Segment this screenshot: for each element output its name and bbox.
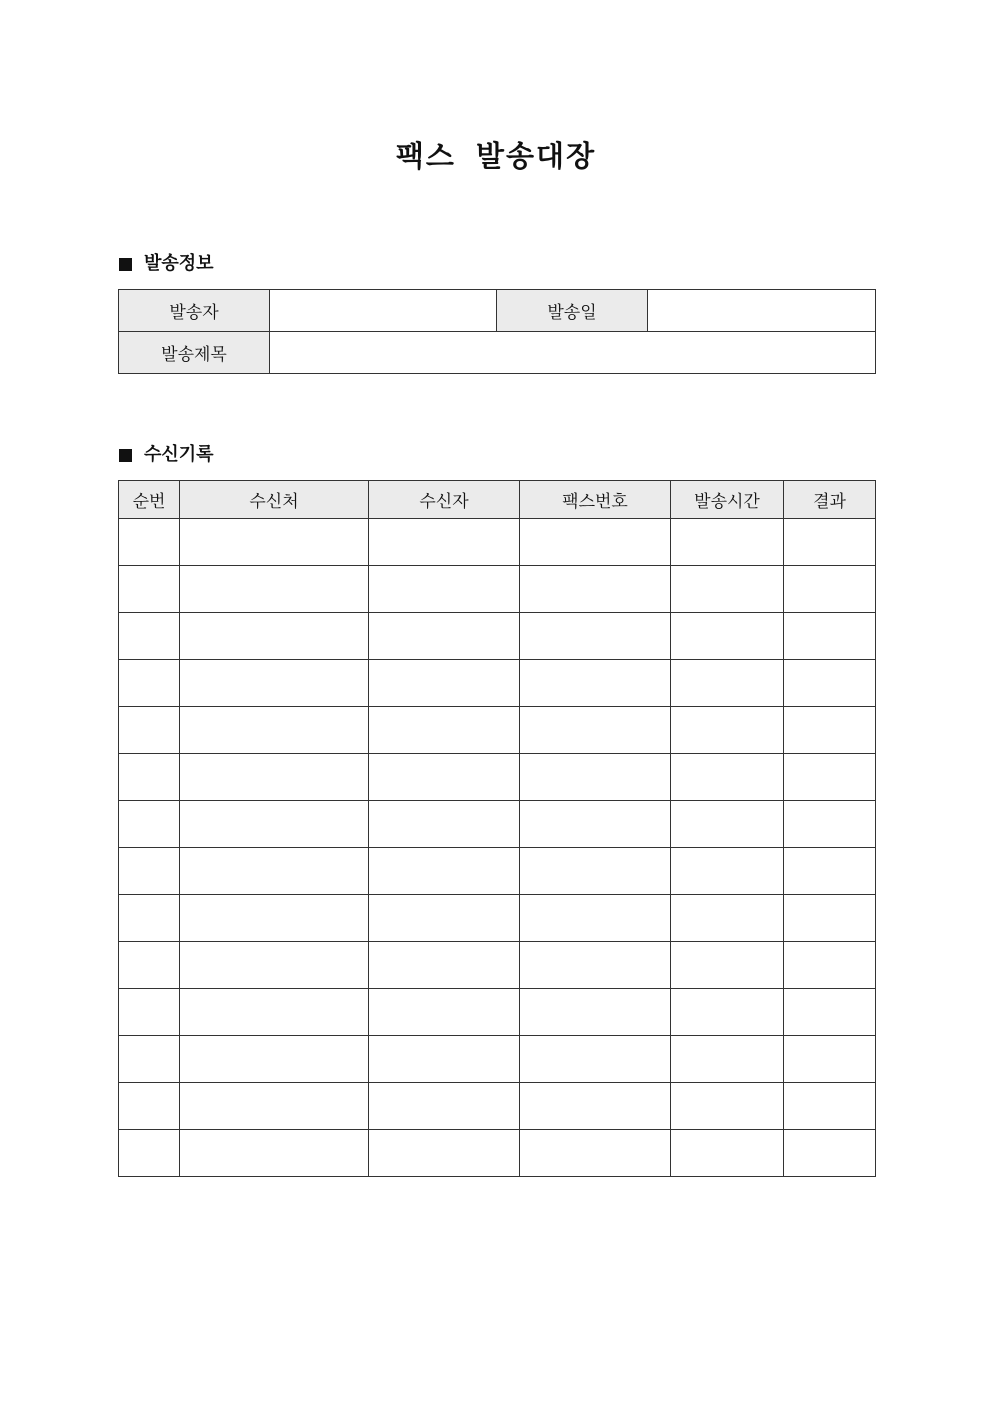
cell-recipient-org[interactable] — [180, 613, 369, 660]
cell-send-time[interactable] — [671, 942, 784, 989]
cell-recipient-name[interactable] — [369, 1036, 520, 1083]
cell-fax-number[interactable] — [520, 707, 671, 754]
cell-send-time[interactable] — [671, 801, 784, 848]
cell-send-time[interactable] — [671, 989, 784, 1036]
cell-recipient-name[interactable] — [369, 848, 520, 895]
cell-fax-number[interactable] — [520, 613, 671, 660]
section-heading-label: 발송정보 — [144, 253, 214, 274]
cell-recipient-org[interactable] — [180, 848, 369, 895]
column-header-number: 순번 — [119, 481, 180, 519]
cell-recipient-name[interactable] — [369, 660, 520, 707]
column-header-recipient-org: 수신처 — [180, 481, 369, 519]
cell-send-time[interactable] — [671, 1130, 784, 1177]
cell-recipient-org[interactable] — [180, 1083, 369, 1130]
table-row — [119, 942, 876, 989]
table-row — [119, 566, 876, 613]
square-bullet-icon — [119, 449, 132, 462]
cell-number[interactable] — [119, 754, 180, 801]
send-date-label: 발송일 — [497, 290, 648, 332]
cell-recipient-name[interactable] — [369, 1083, 520, 1130]
cell-result[interactable] — [784, 989, 876, 1036]
cell-send-time[interactable] — [671, 519, 784, 566]
cell-recipient-org[interactable] — [180, 895, 369, 942]
table-row — [119, 754, 876, 801]
cell-recipient-name[interactable] — [369, 895, 520, 942]
cell-recipient-org[interactable] — [180, 1130, 369, 1177]
cell-fax-number[interactable] — [520, 1130, 671, 1177]
cell-send-time[interactable] — [671, 895, 784, 942]
cell-recipient-org[interactable] — [180, 989, 369, 1036]
table-row — [119, 519, 876, 566]
cell-fax-number[interactable] — [520, 989, 671, 1036]
send-info-table — [118, 289, 876, 374]
sender-label: 발송자 — [119, 290, 270, 332]
cell-recipient-name[interactable] — [369, 989, 520, 1036]
cell-recipient-name[interactable] — [369, 519, 520, 566]
cell-result[interactable] — [784, 660, 876, 707]
column-header-fax-number: 팩스번호 — [520, 481, 671, 519]
cell-fax-number[interactable] — [520, 754, 671, 801]
cell-recipient-org[interactable] — [180, 1036, 369, 1083]
records-body — [119, 519, 876, 1177]
cell-result[interactable] — [784, 848, 876, 895]
cell-recipient-name[interactable] — [369, 566, 520, 613]
column-header-result: 결과 — [784, 481, 876, 519]
cell-number[interactable] — [119, 660, 180, 707]
cell-number[interactable] — [119, 519, 180, 566]
cell-fax-number[interactable] — [520, 519, 671, 566]
send-info-row — [119, 290, 876, 332]
cell-result[interactable] — [784, 895, 876, 942]
document-title: 팩스 발송대장 — [395, 139, 597, 173]
cell-number[interactable] — [119, 895, 180, 942]
cell-recipient-name[interactable] — [369, 1130, 520, 1177]
section-heading-send-info — [119, 252, 214, 276]
cell-fax-number[interactable] — [520, 942, 671, 989]
cell-number[interactable] — [119, 801, 180, 848]
cell-recipient-org[interactable] — [180, 707, 369, 754]
cell-send-time[interactable] — [671, 1036, 784, 1083]
cell-number[interactable] — [119, 1083, 180, 1130]
cell-result[interactable] — [784, 801, 876, 848]
cell-recipient-name[interactable] — [369, 613, 520, 660]
cell-recipient-org[interactable] — [180, 566, 369, 613]
table-row — [119, 1130, 876, 1177]
cell-fax-number[interactable] — [520, 566, 671, 613]
column-header-recipient-name: 수신자 — [369, 481, 520, 519]
table-row — [119, 895, 876, 942]
cell-number[interactable] — [119, 942, 180, 989]
subject-label: 발송제목 — [119, 332, 270, 374]
cell-number[interactable] — [119, 1130, 180, 1177]
cell-send-time[interactable] — [671, 707, 784, 754]
cell-send-time[interactable] — [671, 660, 784, 707]
cell-result[interactable] — [784, 1036, 876, 1083]
table-row — [119, 660, 876, 707]
cell-number[interactable] — [119, 1036, 180, 1083]
cell-result[interactable] — [784, 1083, 876, 1130]
cell-recipient-org[interactable] — [180, 942, 369, 989]
table-row — [119, 707, 876, 754]
receive-records-table — [118, 480, 876, 1177]
table-row — [119, 801, 876, 848]
cell-fax-number[interactable] — [520, 801, 671, 848]
cell-recipient-name[interactable] — [369, 801, 520, 848]
cell-result[interactable] — [784, 519, 876, 566]
cell-fax-number[interactable] — [520, 1036, 671, 1083]
cell-recipient-org[interactable] — [180, 754, 369, 801]
table-row — [119, 1036, 876, 1083]
cell-send-time[interactable] — [671, 566, 784, 613]
cell-recipient-org[interactable] — [180, 660, 369, 707]
cell-recipient-name[interactable] — [369, 707, 520, 754]
cell-fax-number[interactable] — [520, 1083, 671, 1130]
cell-result[interactable] — [784, 566, 876, 613]
cell-number[interactable] — [119, 566, 180, 613]
cell-result[interactable] — [784, 1130, 876, 1177]
cell-fax-number[interactable] — [520, 660, 671, 707]
table-row — [119, 848, 876, 895]
cell-recipient-org[interactable] — [180, 519, 369, 566]
cell-result[interactable] — [784, 613, 876, 660]
cell-result[interactable] — [784, 707, 876, 754]
cell-number[interactable] — [119, 848, 180, 895]
cell-fax-number[interactable] — [520, 895, 671, 942]
cell-fax-number[interactable] — [520, 848, 671, 895]
cell-send-time[interactable] — [671, 1083, 784, 1130]
send-info-row — [119, 332, 876, 374]
cell-number[interactable] — [119, 707, 180, 754]
column-header-send-time: 발송시간 — [671, 481, 784, 519]
sender-field[interactable] — [270, 290, 497, 332]
cell-result[interactable] — [784, 942, 876, 989]
section-heading-receive-records — [119, 443, 214, 467]
cell-send-time[interactable] — [671, 613, 784, 660]
cell-send-time[interactable] — [671, 848, 784, 895]
cell-number[interactable] — [119, 613, 180, 660]
table-row — [119, 1083, 876, 1130]
table-row — [119, 613, 876, 660]
cell-send-time[interactable] — [671, 754, 784, 801]
square-bullet-icon — [119, 258, 132, 271]
section-heading-label: 수신기록 — [144, 444, 214, 465]
cell-recipient-name[interactable] — [369, 942, 520, 989]
table-header-row — [119, 481, 876, 519]
cell-recipient-name[interactable] — [369, 754, 520, 801]
cell-number[interactable] — [119, 989, 180, 1036]
send-date-field[interactable] — [648, 290, 876, 332]
subject-field[interactable] — [270, 332, 876, 374]
cell-recipient-org[interactable] — [180, 801, 369, 848]
cell-result[interactable] — [784, 754, 876, 801]
table-row — [119, 989, 876, 1036]
